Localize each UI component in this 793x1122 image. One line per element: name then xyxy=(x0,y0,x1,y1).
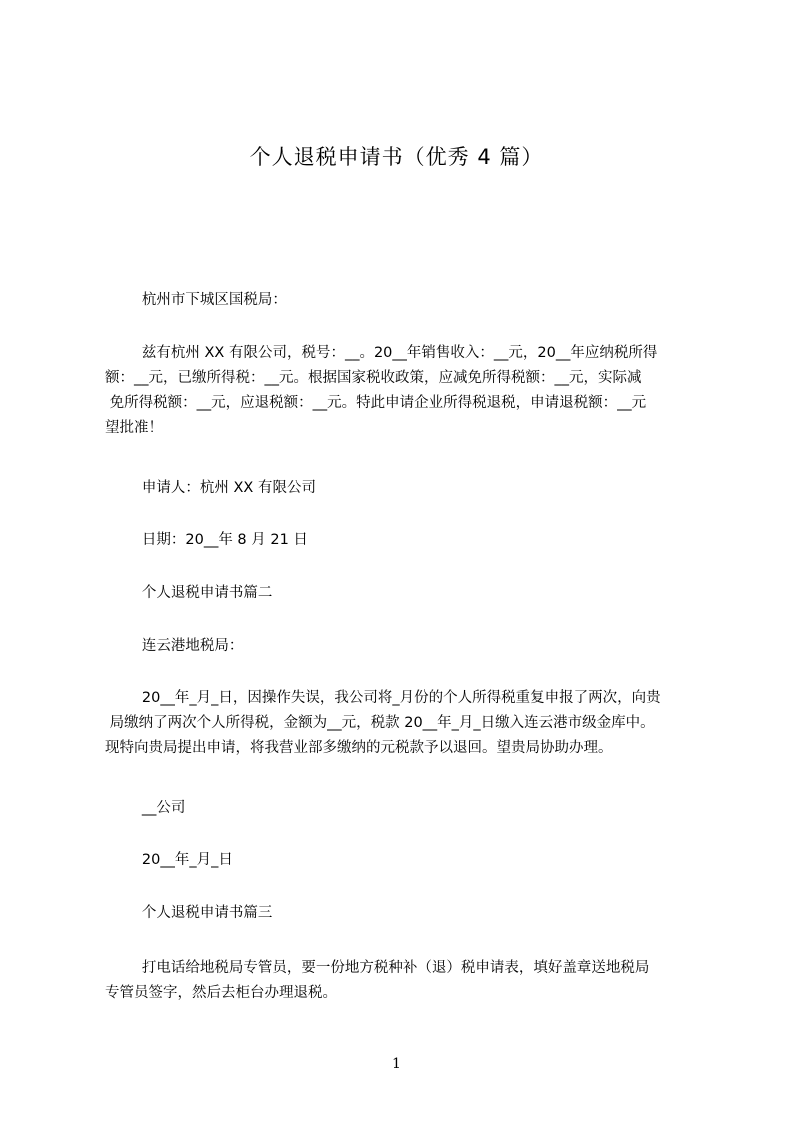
text-line: 望批准！ xyxy=(105,420,163,436)
paragraph-body-2 xyxy=(105,686,705,761)
page-number: 1 xyxy=(392,1056,401,1072)
paragraph-body-3 xyxy=(105,956,705,1006)
paragraph-company-2 xyxy=(105,796,705,821)
text-line: 额：__元，已缴所得税：__元。根据国家税收政策，应减免所得税额：__元，实际减 xyxy=(105,370,642,386)
text-line: 个人退税申请书篇二 xyxy=(105,585,273,601)
paragraph-date-2 xyxy=(105,848,705,873)
paragraph-body-1 xyxy=(105,341,705,441)
paragraph-date-1 xyxy=(105,528,705,553)
section-heading-3 xyxy=(105,901,705,926)
text-line: 20__年_月_日，因操作失误，我公司将_月份的个人所得税重复申报了两次，向贵 xyxy=(105,690,661,706)
text-line: 连云港地税局： xyxy=(105,638,244,654)
text-line: 专管员签字，然后去柜台办理退税。 xyxy=(105,985,337,1001)
section-heading-2 xyxy=(105,581,705,606)
text-line: 申请人：杭州 XX 有限公司 xyxy=(105,480,316,496)
text-line: 个人退税申请书篇三 xyxy=(105,905,273,921)
paragraph-addressee-2 xyxy=(105,634,705,659)
paragraph-applicant xyxy=(105,476,705,501)
text-line: __公司 xyxy=(105,800,186,816)
text-line: 杭州市下城区国税局： xyxy=(105,292,287,308)
text-line: 局缴纳了两次个人所得税，金额为__元，税款 20__年_月_日缴入连云港市级金库中。 xyxy=(105,715,655,731)
text-line: 日期：20__年 8 月 21 日 xyxy=(105,532,308,548)
paragraph-addressee-1 xyxy=(105,288,705,313)
document-title: 个人退税申请书（优秀 4 篇） xyxy=(249,145,544,169)
text-line: 兹有杭州 XX 有限公司，税号：__。20__年销售收入：__元，20__年应纳税所得 xyxy=(105,345,658,361)
text-line: 免所得税额：__元，应退税额：__元。特此申请企业所得税退税，申请退税额：__元 xyxy=(105,395,647,411)
text-line: 打电话给地税局专管员，要一份地方税种补（退）税申请表，填好盖章送地税局 xyxy=(105,960,650,976)
text-line: 20__年_月_日 xyxy=(105,852,233,868)
text-line: 现特向贵局提出申请，将我营业部多缴纳的元税款予以退回。望贵局协助办理。 xyxy=(105,740,613,756)
